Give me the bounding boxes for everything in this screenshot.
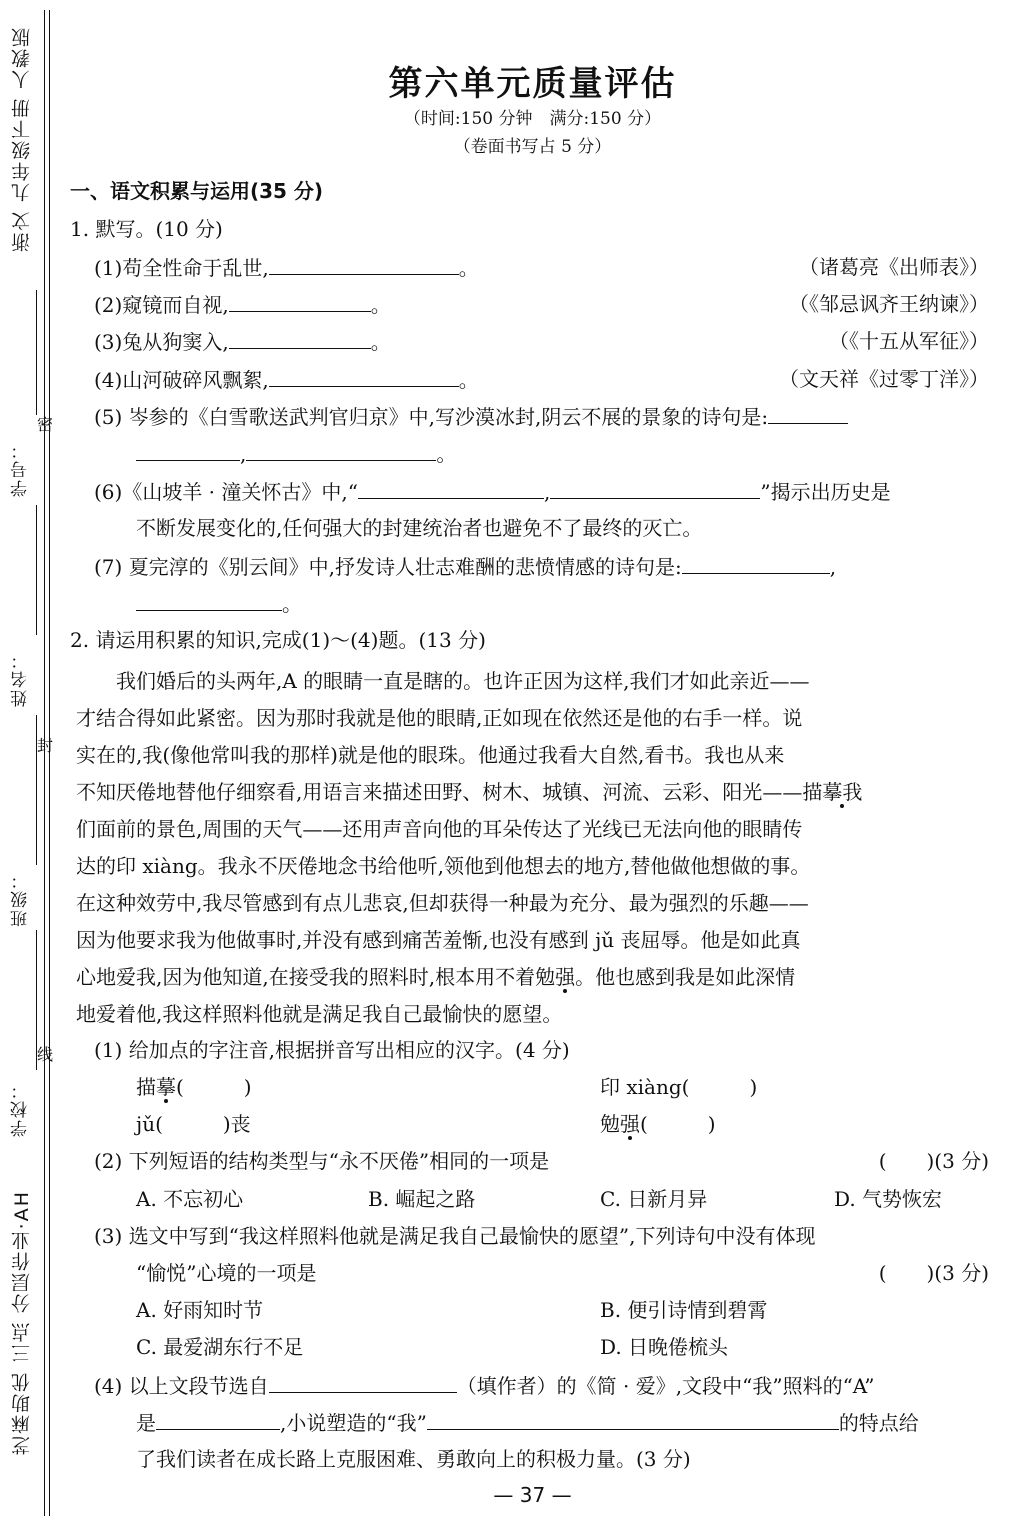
q2-sub1-a2: 印 xiàng( ) <box>600 1075 758 1099</box>
q2-sub2-option-a: A. 不忘初心 <box>136 1187 244 1211</box>
q2-sub3-option-a: A. 好雨知时节 <box>136 1298 264 1322</box>
q1-item-5-cont: , 。 <box>136 438 995 469</box>
class-label: 班级： <box>11 870 31 927</box>
binding-sidebar <box>0 0 60 1526</box>
q1-item-4-source: （文天祥《过零丁洋》） <box>779 367 989 391</box>
q1-item-3: (3)兔从狗窦入, 。 （《十五从军征》） <box>94 326 995 357</box>
q2-sub1-a3: jǔ( )丧 <box>136 1112 251 1136</box>
page-number: — 37 — <box>493 1483 572 1507</box>
writing-note: （卷面书写占 5 分） <box>453 137 612 157</box>
passage-line-9: 心地爱我,因为他知道,在接受我的照料时,根本用不着勉强。他也感到我是如此深情 <box>76 965 796 989</box>
passage-line-3: 实在的,我(像他常叫我的那样)就是他的眼珠。他通过我看大自然,看书。我也从来 <box>76 743 785 767</box>
q2-sub4-line-2: 是 ,小说塑造的“我” 的特点给 <box>136 1407 995 1438</box>
q1-item-6-cont: 不断发展变化的,任何强大的封建统治者也避免不了最终的灭亡。 <box>136 516 703 540</box>
q1-item-1: (1)苟全性命于乱世, 。 （诸葛亮《出师表》） <box>94 252 995 283</box>
q1-item-2-source: （《邹忌讽齐王纳谏》） <box>789 292 989 316</box>
passage-line-5: 们面前的景色,周围的天气——还用声音向他的耳朵传达了光线已无法向他的眼睛传 <box>76 817 803 841</box>
passage-line-10: 地爱着他,我这样照料他就是满足我自己最愉快的愿望。 <box>76 1002 563 1026</box>
question-2-stem: 2. 请运用积累的知识,完成(1)～(4)题。(13 分) <box>70 628 486 652</box>
q1-item-7: (7) 夏完淳的《别云间》中,抒发诗人壮志难酬的悲愤情感的诗句是: , <box>94 551 995 582</box>
publisher-label: 芝麻助优 三点 分层作业·AH <box>11 1190 33 1456</box>
q2-sub1-stem: (1) 给加点的字注音,根据拼音写出相应的汉字。(4 分) <box>94 1038 570 1062</box>
name-label: 姓名： <box>11 650 31 707</box>
seal-mi: 密 <box>37 415 54 434</box>
q1-item-2: (2)窥镜而自视, 。 （《邹忌讽齐王纳谏》） <box>94 289 995 320</box>
section-heading: 一、语文积累与运用(35 分) <box>70 179 324 203</box>
passage-line-8: 因为他要求我为他做事时,并没有感到痛苦羞惭,也没有感到 jǔ 丧屈辱。他是如此真 <box>76 928 801 952</box>
q2-sub2-option-c: C. 日新月异 <box>600 1187 708 1211</box>
name-line <box>36 505 37 635</box>
passage-line-7: 在这种效劳中,我尽管感到有点儿悲哀,但却获得一种最为充分、最为强烈的乐趣—— <box>76 891 809 915</box>
q1-item-7-cont: 。 <box>136 588 995 619</box>
q2-sub1-a1: 描摹( ) <box>136 1075 252 1099</box>
q2-sub1-a4: 勉强( ) <box>600 1112 716 1136</box>
q1-item-1-source: （诸葛亮《出师表》） <box>799 255 989 279</box>
binding-line-outer <box>44 10 45 1516</box>
q1-item-6: (6)《山坡羊 · 潼关怀古》中,“ , ”揭示出历史是 <box>94 476 995 507</box>
school-label: 学校： <box>11 1080 31 1137</box>
q2-sub2-option-b: B. 崛起之路 <box>368 1187 476 1211</box>
q2-sub4-line-1: (4) 以上文段节选自 （填作者）的《简 · 爱》,文段中“我”照料的“A” <box>94 1370 995 1401</box>
seal-feng: 封 <box>37 736 54 755</box>
q2-sub2-score: ( )(3 分) <box>878 1149 989 1173</box>
id-line-top <box>36 290 37 415</box>
q2-sub2-option-d: D. 气势恢宏 <box>834 1187 943 1211</box>
page-title: 第六单元质量评估 <box>388 64 677 104</box>
q2-sub3-option-b: B. 便引诗情到碧霄 <box>600 1298 768 1322</box>
student-id-label: 学号： <box>11 440 31 497</box>
binding-line-inner <box>49 10 50 1516</box>
q1-item-4: (4)山河破碎风飘絮, 。 （文天祥《过零丁洋》） <box>94 364 995 395</box>
q2-sub3-score: ( )(3 分) <box>878 1261 989 1285</box>
question-1-stem: 1. 默写。(10 分) <box>70 217 223 241</box>
q1-item-3-source: （《十五从军征》） <box>829 329 989 353</box>
q2-sub3-option-c: C. 最爱湖东行不足 <box>136 1335 304 1359</box>
seal-xian: 线 <box>37 1045 54 1064</box>
book-series-label: 浙文 九年级下册 人教版 <box>11 26 33 253</box>
q2-sub2-stem: (2) 下列短语的结构类型与“永不厌倦”相同的一项是 ( )(3 分) <box>94 1146 995 1176</box>
q1-item-5: (5) 岑参的《白雪歌送武判官归京》中,写沙漠冰封,阴云不展的景象的诗句是: <box>94 401 995 432</box>
passage-line-1: 我们婚后的头两年,A 的眼睛一直是瞎的。也许正因为这样,我们才如此亲近—— <box>76 669 810 693</box>
passage-line-6: 达的印 xiàng。我永不厌倦地念书给他听,领他到他想去的地方,替他做他想做的事。 <box>76 854 811 878</box>
q2-sub3-stem-cont: “愉悦”心境的一项是 ( )(3 分) <box>136 1258 995 1288</box>
q2-sub3-option-d: D. 日晚倦梳头 <box>600 1335 729 1359</box>
q2-sub3-stem: (3) 选文中写到“我这样照料他就是满足我自己最愉快的愿望”,下列诗句中没有体现 <box>94 1224 816 1248</box>
passage-line-2: 才结合得如此紧密。因为那时我就是他的眼睛,正如现在依然还是他的右手一样。说 <box>76 706 803 730</box>
q2-sub4-line-3: 了我们读者在成长路上克服困难、勇敢向上的积极力量。(3 分) <box>136 1447 691 1471</box>
time-info: （时间:150 分钟 满分:150 分） <box>403 109 662 129</box>
passage-line-4: 不知厌倦地替他仔细察看,用语言来描述田野、树木、城镇、河流、云彩、阳光——描摹我 <box>76 780 863 804</box>
